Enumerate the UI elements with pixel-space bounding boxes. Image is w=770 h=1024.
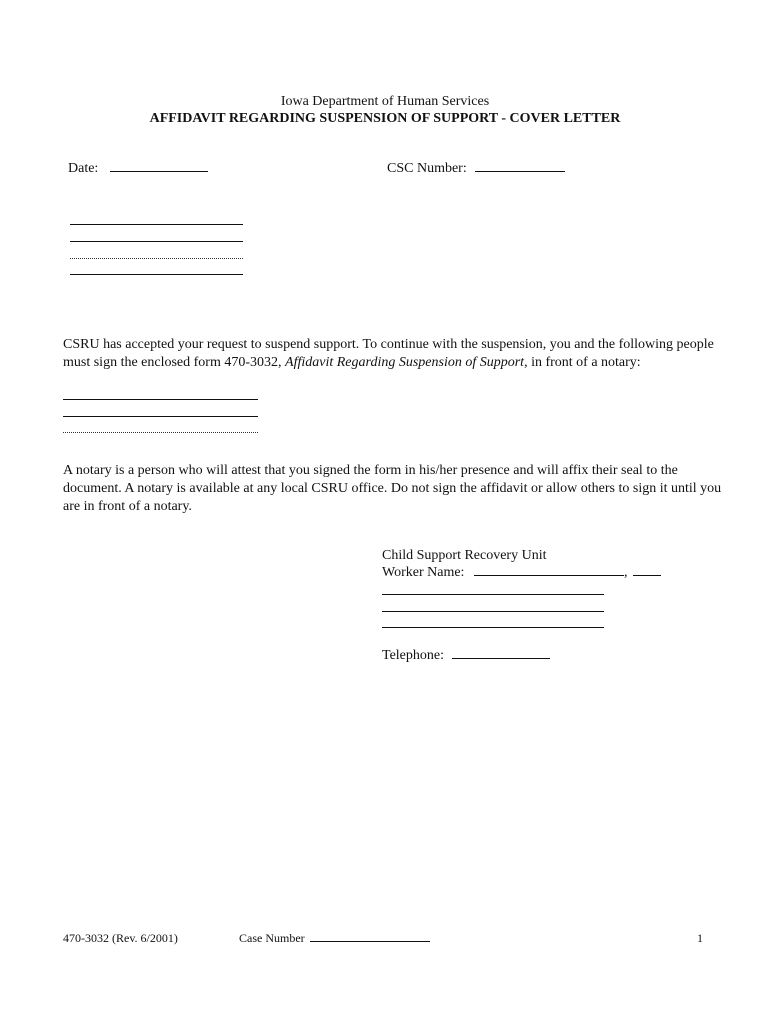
page-number: 1 (697, 931, 703, 945)
worker-name-row (382, 564, 661, 581)
footer-form-number: 470-3032 (Rev. 6/2001) (63, 931, 178, 945)
telephone-field (382, 648, 550, 664)
date-blank-line[interactable] (110, 170, 208, 172)
unit-name: Child Support Recovery Unit (382, 548, 547, 563)
signer-line-1[interactable] (63, 399, 258, 400)
signature-block (382, 547, 661, 581)
worker-address-line-2[interactable] (382, 611, 604, 612)
address-line-1[interactable] (70, 224, 243, 225)
date-field (68, 161, 208, 177)
telephone-blank-line[interactable] (452, 657, 550, 659)
affidavit-form-title: Affidavit Regarding Suspension of Support (285, 355, 525, 370)
case-number-label: Case Number (239, 931, 305, 945)
agency-name: Iowa Department of Human Services (280, 94, 490, 109)
telephone-label: Telephone: (382, 648, 444, 663)
case-number-blank-line[interactable] (310, 940, 430, 942)
footer-case-number (239, 931, 430, 946)
address-line-2[interactable] (70, 241, 243, 242)
worker-id-blank-line[interactable] (633, 574, 661, 576)
notary-paragraph: A notary is a person who will attest that you signed the form in his/her presence and will affix their seal to the document. A notary is available at any local CSRU office. Do not sign the affidavit or allow others to sign it until you are in front of a notary. (63, 463, 722, 514)
address-line-4[interactable] (70, 274, 243, 275)
signer-line-3[interactable] (63, 432, 258, 433)
worker-name-label: Worker Name: (382, 565, 465, 580)
worker-address-line-3[interactable] (382, 627, 604, 628)
address-line-3[interactable] (70, 258, 243, 259)
worker-address-line-1[interactable] (382, 594, 604, 595)
csc-number-field (387, 161, 565, 177)
instructions-paragraph (63, 336, 723, 372)
worker-name-blank-line[interactable] (474, 574, 624, 576)
csc-number-label: CSC Number: (387, 161, 467, 176)
instructions-text-end: , in front of a notary: (524, 355, 641, 370)
worker-name-separator: , (623, 565, 628, 580)
document-title: AFFIDAVIT REGARDING SUSPENSION OF SUPPORT - COVER LETTER (149, 111, 621, 126)
signer-line-2[interactable] (63, 416, 258, 417)
csc-number-blank-line[interactable] (475, 170, 565, 172)
date-label: Date: (68, 161, 99, 176)
instructions-text-start: CSRU has accepted your request to suspend support. To continue with the suspension, you and the following people must sign the enclosed form 470-3032, (63, 337, 714, 370)
